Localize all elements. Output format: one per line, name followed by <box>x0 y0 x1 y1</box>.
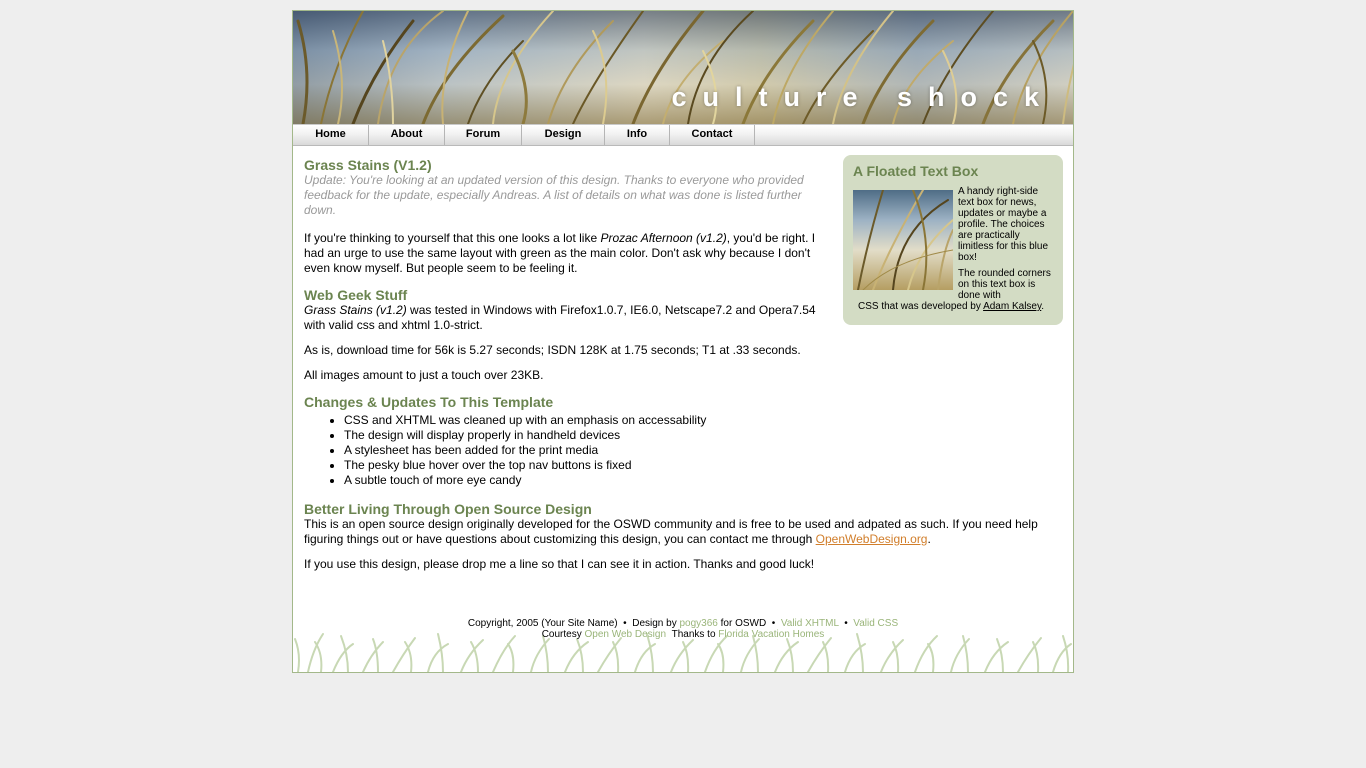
open-source-paragraph: This is an open source design originally developed for the OSWD community and is free to be used and adpated as such. If you need help figuring things out or have questions about customizing this design, you can contact me through OpenWebDesign.org. <box>304 517 1038 546</box>
open-web-design-link[interactable]: Open Web Design <box>584 629 667 640</box>
web-geek-heading: Web Geek Stuff <box>304 287 408 303</box>
site-title: culture shock <box>671 82 1055 112</box>
copyright-text: Copyright, 2005 (Your Site Name) <box>467 618 618 629</box>
nav-home[interactable]: Home <box>293 125 369 145</box>
openwebdesign-link[interactable]: OpenWebDesign.org <box>815 532 928 546</box>
list-item: • The pesky blue hover over the top nav buttons is fixed <box>344 458 1064 473</box>
grass-stains-title: Grass Stains (v1.2) <box>304 303 407 317</box>
update-note: Update: You're looking at an updated version of this design. Thanks to everyone who provided feedback for the update, especially Andreas. A list of details on what was done is listed further down. <box>304 173 804 217</box>
floated-box-period: . <box>1041 301 1045 312</box>
adam-kalsey-link[interactable]: Adam Kalsey <box>983 301 1042 312</box>
intro-paragraph: If you're thinking to yourself that this one looks a lot like Prozac Afternoon (v1.2), you'd be right. I had an urge to use the same layout with green as the main color. Don't ask why because I don't even know myself. But people seem to be feeling it. <box>304 231 816 275</box>
separator: • <box>844 618 848 629</box>
list-item: • CSS and XHTML was cleaned up with an emphasis on accessability <box>344 413 1064 428</box>
top-navigation <box>293 124 1073 146</box>
thanks-to-text: Thanks to <box>671 629 716 640</box>
nav-about[interactable]: About <box>369 125 445 145</box>
list-item: • A subtle touch of more eye candy <box>344 473 1064 488</box>
floated-box-paragraph-1: A handy right-side text box for news, updates or maybe a profile. The choices are practically limitless for this blue box! <box>958 186 1049 263</box>
floated-box-credit-text: CSS that was developed by <box>858 301 984 312</box>
nav-contact[interactable]: Contact <box>670 125 755 145</box>
open-source-heading: Better Living Through Open Source Design <box>304 501 592 517</box>
floated-box-title: A Floated Text Box <box>853 163 979 179</box>
download-paragraph: As is, download time for 56k is 5.27 seconds; ISDN 128K at 1.75 seconds; T1 at .33 seconds. <box>304 343 801 357</box>
closing-paragraph: If you use this design, please drop me a line so that I can see it in action. Thanks and good luck! <box>304 557 815 571</box>
prozac-afternoon-title: Prozac Afternoon (v1.2) <box>600 231 727 245</box>
main-content <box>304 157 1064 572</box>
footer <box>293 618 1073 640</box>
florida-vacation-homes-link[interactable]: Florida Vacation Homes <box>718 629 825 640</box>
courtesy-text: Courtesy <box>541 629 582 640</box>
nav-info[interactable]: Info <box>605 125 670 145</box>
changes-list <box>304 413 1064 488</box>
valid-xhtml-link[interactable]: Valid XHTML <box>780 618 839 629</box>
footer-line-2 <box>293 629 1073 640</box>
floated-box-paragraph-2: The rounded corners on this text box is done with <box>958 268 1051 301</box>
changes-heading: Changes & Updates To This Template <box>304 394 554 410</box>
page-title: Grass Stains (V1.2) <box>304 157 432 173</box>
list-item: • A stylesheet has been added for the print media <box>344 443 1064 458</box>
header-banner <box>293 11 1073 124</box>
list-item: • The design will display properly in handheld devices <box>344 428 1064 443</box>
nav-forum[interactable]: Forum <box>445 125 522 145</box>
separator: • <box>771 618 776 629</box>
images-paragraph: All images amount to just a touch over 23KB. <box>304 368 544 382</box>
separator: • <box>623 618 627 629</box>
footer-line-1 <box>293 618 1073 629</box>
design-by-text: Design by <box>632 618 677 629</box>
tested-paragraph: Grass Stains (v1.2) was tested in Windows with Firefox1.0.7, IE6.0, Netscape7.2 and Opera7.54 with valid css and xhtml 1.0-strict. <box>304 303 816 332</box>
designer-link[interactable]: pogy366 <box>679 618 718 629</box>
nav-design[interactable]: Design <box>522 125 605 145</box>
valid-css-link[interactable]: Valid CSS <box>853 618 899 629</box>
page-wrapper <box>292 10 1074 673</box>
for-oswd-text: for OSWD <box>720 618 767 629</box>
